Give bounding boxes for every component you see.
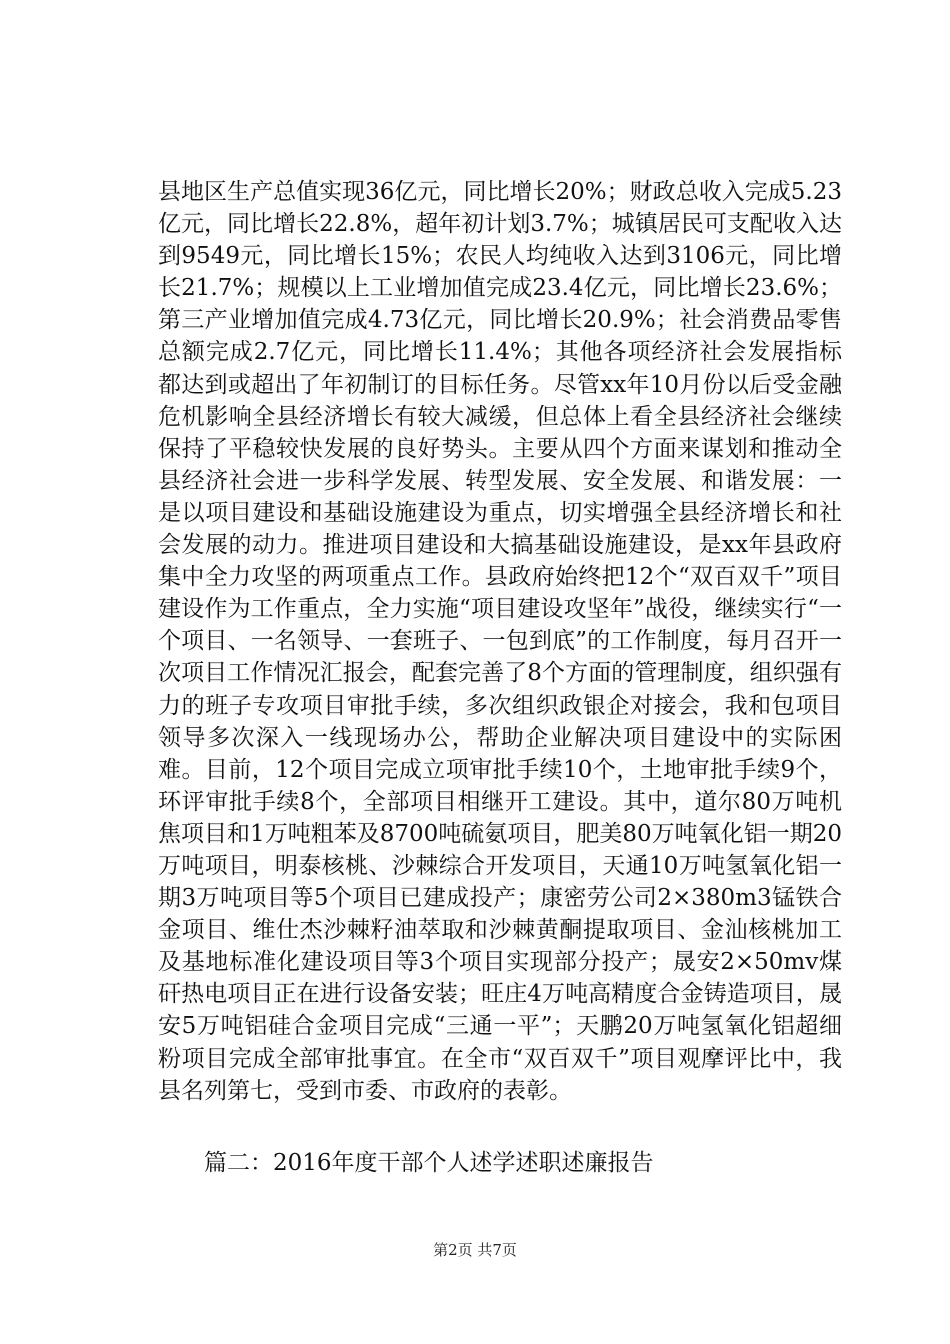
section-heading: 篇二：2016年度干部个人述学述职述廉报告 — [204, 1150, 654, 1176]
body-paragraph: 县地区生产总值实现36亿元，同比增长20%；财政总收入完成5.23亿元，同比增长22.8%，超年初计划3.7%；城镇居民可支配收入达到9549元，同比增长15%；农民人均纯收入达到3106元，同比增长21.7%；规模以上工业增加值完成23.4亿元，同比增长23.6%；第三产业增加值完成4.73亿元，同比增长20.9%；社会消费品零售总额完成2.7亿元，同比增长11.4%；其他各项经济社会发展指标都达到或超出了年初制订的目标任务。尽管xx年10月份以后受金融危机影响全县经济增长有较大减缓，但总体上看全县经济社会继续保持了平稳较快发展的良好势头。主要从四个方面来谋划和推动全县经济社会进一步科学发展、转型发展、安全发展、和谐发展：一是以项目建设和基础设施建设为重点，切实增强全县经济增长和社会发展的动力。推进项目建设和大搞基础设施建设，是xx年县政府集中全力攻坚的两项重点工作。县政府始终把12个“双百双千”项目建设作为工作重点，全力实施“项目建设攻坚年”战役，继续实行“一个项目、一名领导、一套班子、一包到底”的工作制度，每月召开一次项目工作情况汇报会，配套完善了8个方面的管理制度，组织强有力的班子专攻项目审批手续，多次组织政银企对接会，我和包项目领导多次深入一线现场办公，帮助企业解决项目建设中的实际困难。目前，12个项目完成立项审批手续10个，土地审批手续9个，环评审批手续8个，全部项目相继开工建设。其中，道尔80万吨机焦项目和1万吨粗苯及8700吨硫氨项目，肥美80万吨氧化铝一期20万吨项目，明泰核桃、沙棘综合开发项目，天通10万吨氢氧化铝一期3万吨项目等5个项目已建成投产；康密劳公司2×380m3锰铁合金项目、维仕杰沙棘籽油萃取和沙棘黄酮提取项目、金汕核桃加工及基地标准化建设项目等3个项目实现部分投产；晟安2×50mv煤矸热电项目正在进行设备安装；旺庄4万吨高精度合金铸造项目，晟安5万吨铝硅合金项目完成“三通一平”；天鹏20万吨氢氧化铝超细粉项目完成全部审批事宜。在全市“双百双千”项目观摩评比中，我县名列第七，受到市委、市政府的表彰。 — [158, 179, 842, 1104]
page-number: 第2页 共7页 — [433, 1241, 517, 1259]
